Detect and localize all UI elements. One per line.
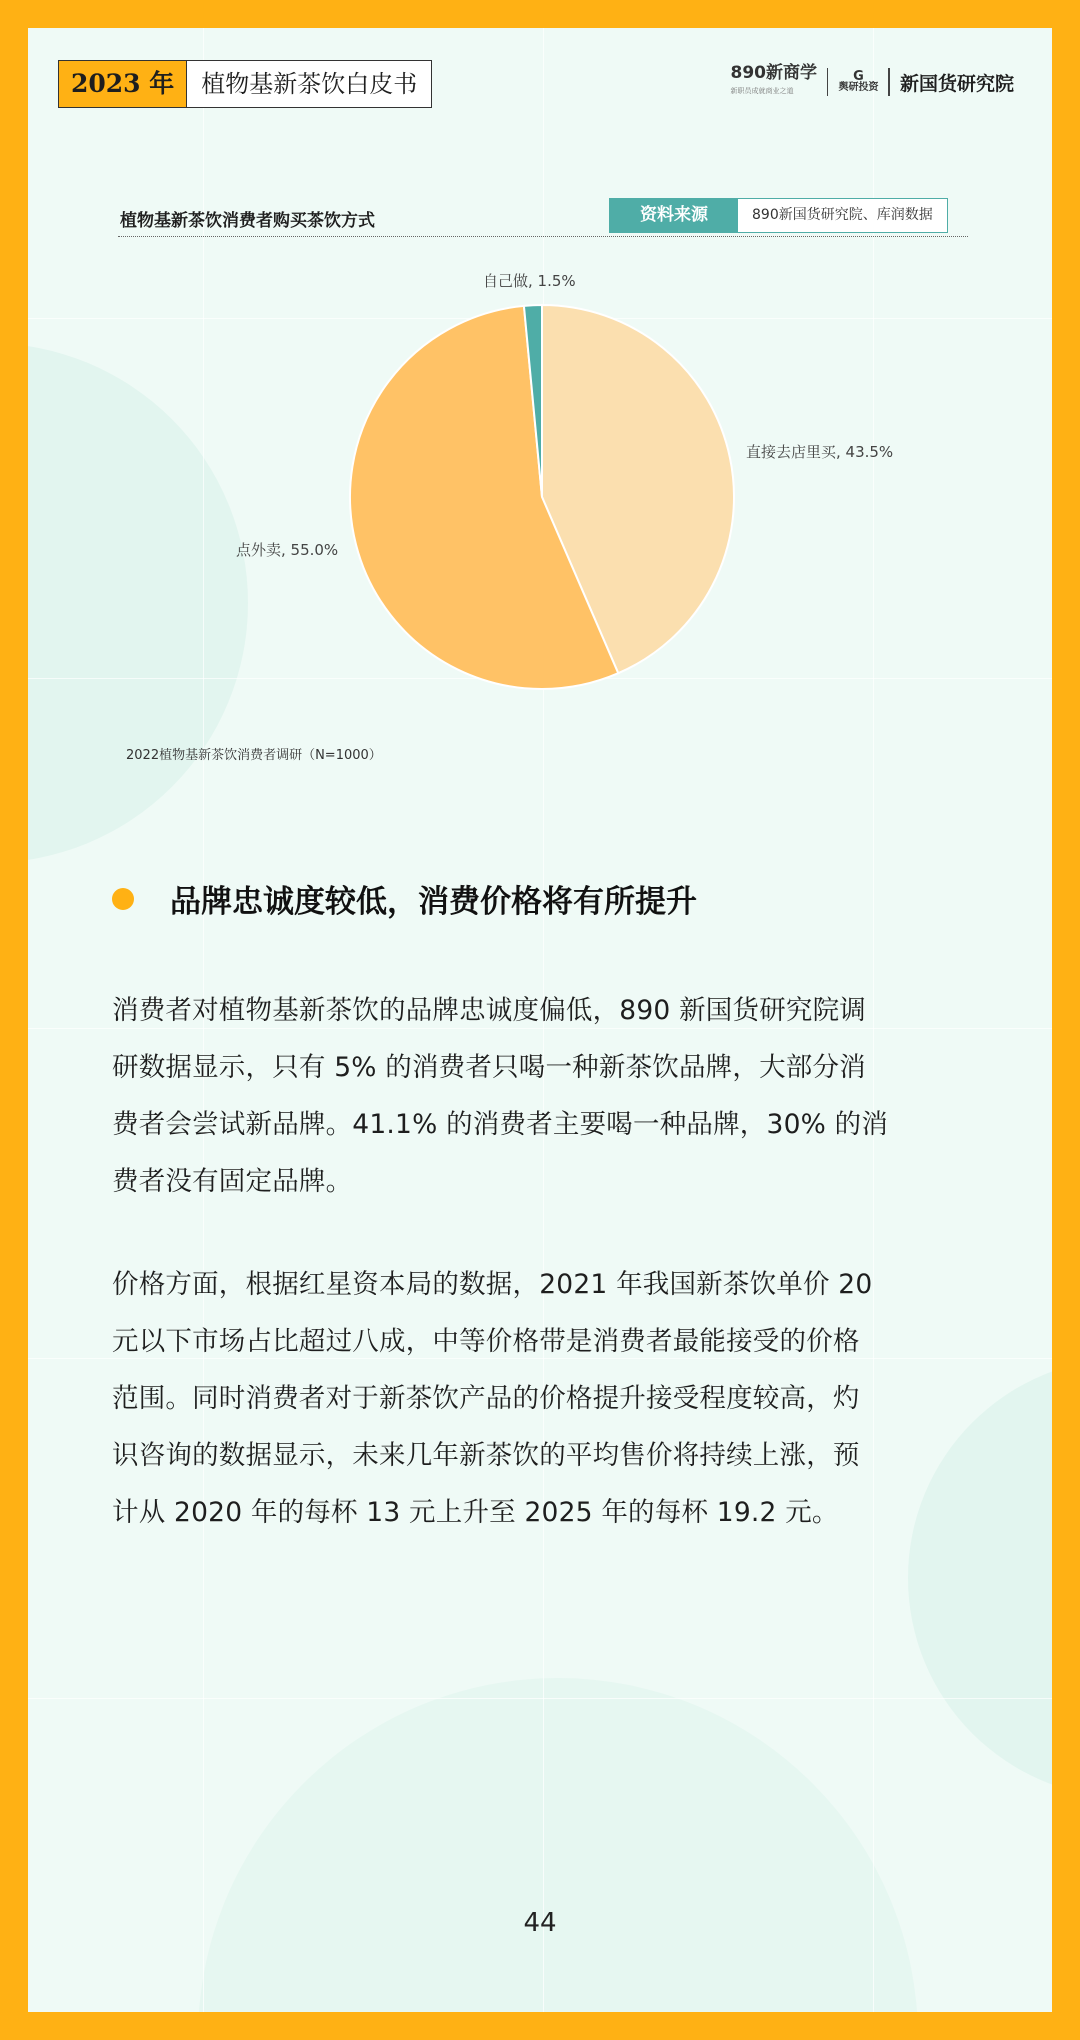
logo-gerat-text: 舆研投资 <box>838 82 879 93</box>
logo-institute: 新国货研究院 <box>899 72 1014 95</box>
paragraph-line: 研数据显示，只有 5% 的消费者只喝一种新茶饮品牌，大部分消 <box>112 1052 866 1083</box>
paragraph-line: 费者会尝试新品牌。41.1% 的消费者主要喝一种品牌，30% 的消 <box>112 1109 889 1140</box>
source-label: 资料来源 <box>610 199 738 232</box>
paragraph-line: 范围。同时消费者对于新茶饮产品的价格提升接受程度较高，灼 <box>112 1383 860 1414</box>
logo-890-subtitle: 新职员成就商业之道 <box>730 87 794 95</box>
pie-label-diy: 自己做, 1.5% <box>483 272 576 290</box>
background-circle <box>198 1678 918 2012</box>
pie-label-store: 直接去店里买, 43.5% <box>746 443 894 461</box>
report-title: 植物基新茶饮白皮书 <box>201 70 418 98</box>
section-heading: 品牌忠诚度较低，消费价格将有所提升 <box>170 884 697 920</box>
page-number: 44 <box>523 1908 557 1938</box>
paragraph-line: 元以下市场占比超过八成，中等价格带是消费者最能接受的价格 <box>112 1326 860 1357</box>
chart-note: 2022植物基新茶饮消费者调研（N=1000） <box>126 748 382 763</box>
pie-chart <box>0 0 1080 720</box>
paragraph-line: 价格方面，根据红星资本局的数据，2021 年我国新茶饮单价 20 <box>112 1269 873 1300</box>
paragraph-line: 消费者对植物基新茶饮的品牌忠诚度偏低，890 新国货研究院调 <box>112 995 867 1026</box>
report-year: 2023 年 <box>59 61 187 107</box>
logo-890-text: 890新商学 <box>730 63 817 83</box>
bullet-dot <box>112 888 134 910</box>
source-value: 890新国货研究院、库润数据 <box>752 207 933 223</box>
paragraph-line: 识咨询的数据显示，未来几年新茶饮的平均售价将持续上涨，预 <box>112 1440 860 1471</box>
background-grid-line <box>28 1698 1052 1699</box>
paragraph-loyalty <box>112 982 992 1210</box>
paragraph-line: 费者没有固定品牌。 <box>112 1166 353 1197</box>
logo-gerat-mark: G <box>853 69 864 84</box>
paragraph-price <box>112 1256 992 1541</box>
paragraph-line: 计从 2020 年的每杯 13 元上升至 2025 年的每杯 19.2 元。 <box>112 1497 839 1528</box>
chart-title: 植物基新茶饮消费者购买茶饮方式 <box>120 211 375 231</box>
pie-label-delivery: 点外卖, 55.0% <box>236 541 339 559</box>
